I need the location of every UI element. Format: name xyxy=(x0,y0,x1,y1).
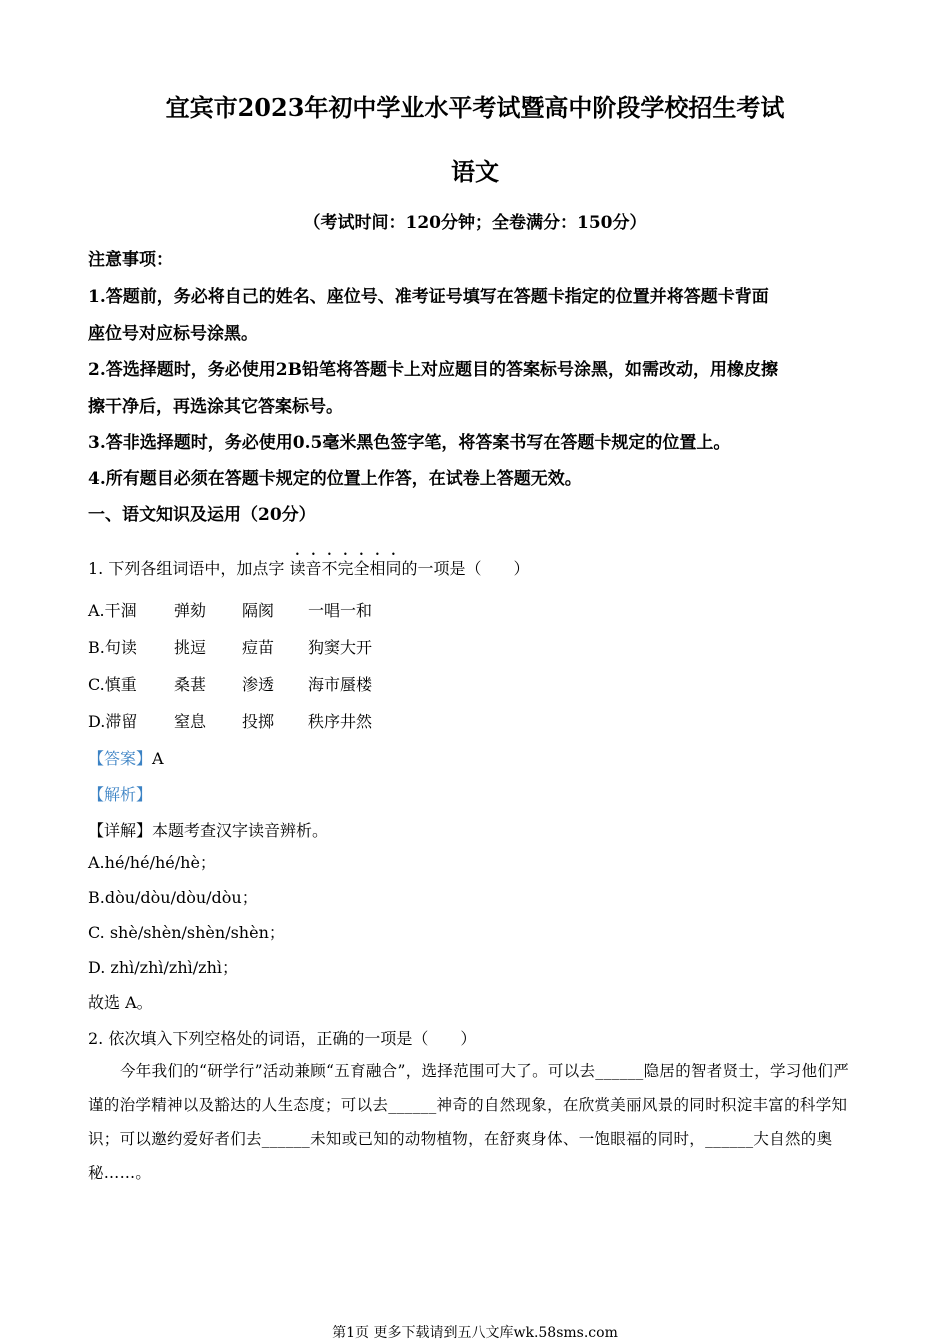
page-footer: 第1页 更多下载请到五八文库wk.58sms.com xyxy=(332,1325,618,1341)
answer-value: A xyxy=(152,749,164,768)
pinyin-line-b: B.dòu/dòu/dòu/dòu； xyxy=(88,888,258,907)
detail-line xyxy=(88,818,862,841)
option-word: 挑逗 xyxy=(174,638,207,657)
option-word: 慎重 xyxy=(104,675,137,694)
option-word: 投掷 xyxy=(242,712,275,731)
section-1-heading: 一、语文知识及运用（20分） xyxy=(88,505,316,525)
option-label: A. xyxy=(88,601,105,620)
question-2-stem: 2. 依次填入下列空格处的词语，正确的一项是（ ） xyxy=(88,1029,477,1048)
exam-title: 宜宾市2023年初中学业水平考试暨高中阶段学校招生考试 xyxy=(165,93,785,122)
option-d xyxy=(88,709,372,732)
option-word: 痘苗 xyxy=(242,638,275,657)
option-word: 一唱一和 xyxy=(308,601,373,620)
note-2-line-2: 擦干净后，再选涂其它答案标号。 xyxy=(88,397,343,417)
pinyin-line-c: C. shè/shèn/shèn/shèn； xyxy=(88,923,285,942)
answer-tag: 【答案】 xyxy=(88,749,153,768)
option-word: 弹劾 xyxy=(174,601,207,620)
note-4: 4.所有题目必须在答题卡规定的位置上作答，在试卷上答题无效。 xyxy=(88,469,582,489)
pinyin-line-a: A.hé/hé/hé/hè； xyxy=(88,853,216,872)
note-2-line-1: 2.答选择题时，务必使用2B铅笔将答题卡上对应题目的答案标号涂黑，如需改动，用橡皮擦 xyxy=(88,360,778,380)
conclusion-line: 故选 A。 xyxy=(88,993,153,1012)
option-word: 狗窦大开 xyxy=(308,638,373,657)
question-2-passage: 今年我们的“研学行”活动兼顾“五育融合”，选择范围可大了。可以去______隐居的智者贤士，学习他们严谨的治学精神以及豁达的人生态度；可以去______神奇的自然现象，在欣赏美丽风景的同时积淀丰富的科学知识；可以邀约爱好者们去______未知或已知的动物植物，在舒爽身体、一饱眼福的同时，______大自然的奥秘……。 xyxy=(88,1062,849,1182)
question-1-stem-part-1: 1. 下列各组词语中，加点字 xyxy=(88,559,285,578)
option-word: 干涸 xyxy=(104,601,137,620)
pinyin-line-d: D. zhì/zhì/zhì/zhì； xyxy=(88,958,239,977)
option-word: 渗透 xyxy=(242,675,275,694)
option-word: 窒息 xyxy=(174,712,207,731)
note-3: 3.答非选择题时，务必使用0.5毫米黑色签字笔，将答案书写在答题卡规定的位置上。 xyxy=(88,433,731,453)
detail-tag: 【详解】 xyxy=(88,821,153,840)
option-word: 隔阂 xyxy=(242,601,275,620)
subject-title: 语文 xyxy=(451,157,499,186)
option-word: 秩序井然 xyxy=(308,712,373,731)
note-1-line-2: 座位号对应标号涂黑。 xyxy=(88,324,258,344)
option-label: B. xyxy=(88,638,105,657)
question-1-stem xyxy=(88,550,862,579)
question-1-stem-emphasis: 读音不完全相同 xyxy=(289,559,402,578)
option-word: 句读 xyxy=(104,638,137,657)
answer-line xyxy=(88,746,862,769)
note-1-line-1: 1.答题前，务必将自己的姓名、座位号、准考证号填写在答题卡指定的位置并将答题卡背面 xyxy=(88,287,769,307)
option-c xyxy=(88,672,372,695)
option-b xyxy=(88,635,372,658)
exam-info: （考试时间：120分钟；全卷满分：150分） xyxy=(303,213,647,233)
option-label: D. xyxy=(88,712,106,731)
option-word: 滞留 xyxy=(105,712,138,731)
question-1-stem-part-2: 的一项是（ ） xyxy=(401,559,530,578)
option-a xyxy=(88,598,372,621)
option-label: C. xyxy=(88,675,105,694)
option-word: 海市蜃楼 xyxy=(308,675,373,694)
detail-text: 本题考查汉字读音辨析。 xyxy=(152,821,329,840)
notes-heading: 注意事项： xyxy=(88,250,173,270)
option-word: 桑葚 xyxy=(174,675,207,694)
analysis-tag: 【解析】 xyxy=(88,785,153,804)
